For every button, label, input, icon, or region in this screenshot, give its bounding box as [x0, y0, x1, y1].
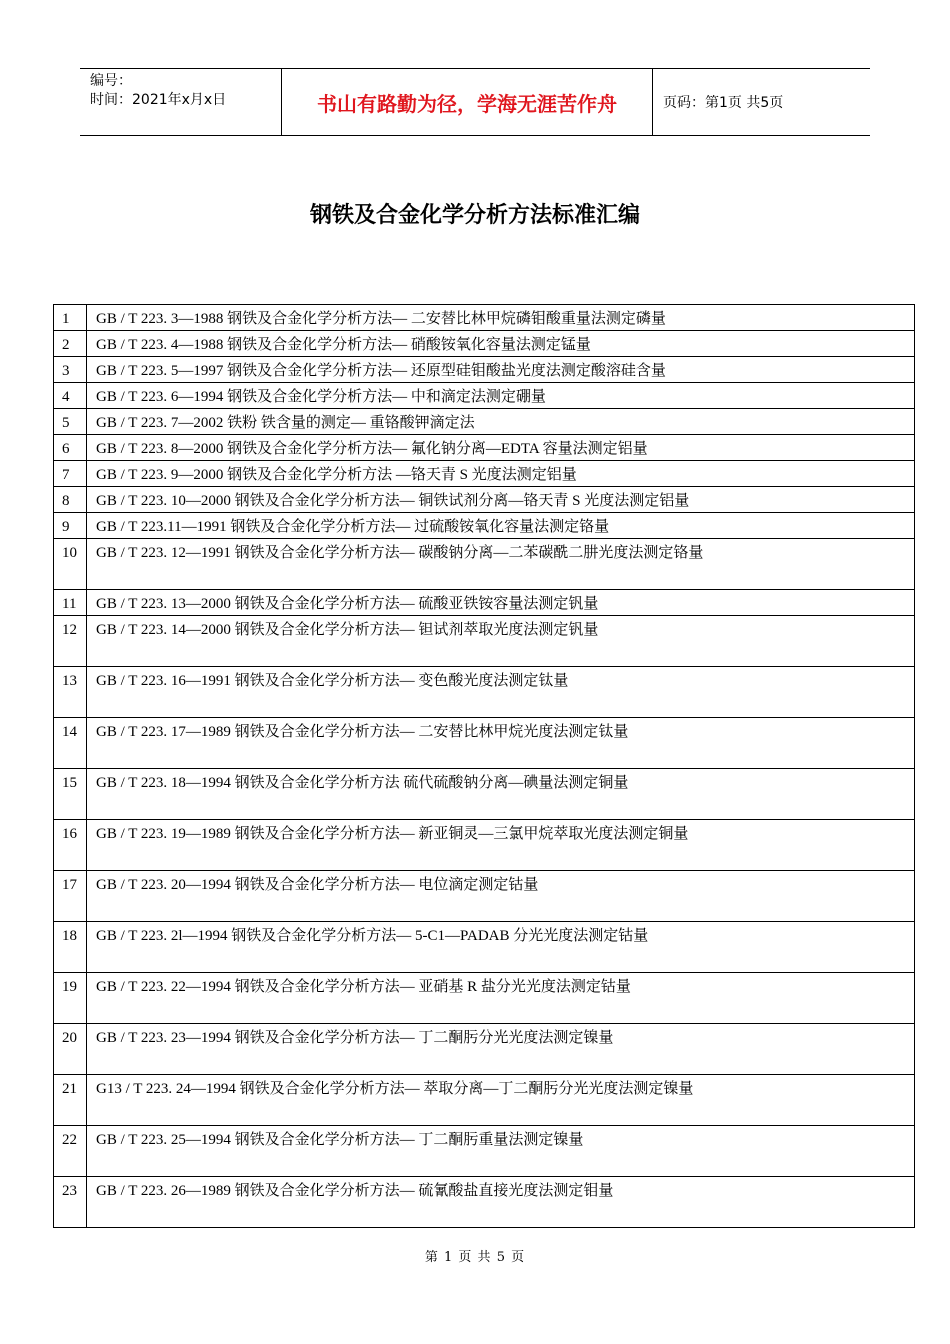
- row-number: 21: [54, 1075, 87, 1126]
- standard-entry: GB / T 223. 5—1997 钢铁及合金化学分析方法— 还原型硅钼酸盐光度法测定酸溶硅含量: [87, 357, 915, 383]
- row-number: 7: [54, 461, 87, 487]
- header-motto: 书山有路勤为径，学海无涯苦作舟: [281, 69, 653, 135]
- standard-entry: GB / T 223. 16—1991 钢铁及合金化学分析方法— 变色酸光度法测定钛量: [87, 667, 915, 718]
- standard-entry: GB / T 223. 23—1994 钢铁及合金化学分析方法— 丁二酮肟分光光度法测定镍量: [87, 1024, 915, 1075]
- table-row: [54, 435, 915, 461]
- standard-entry: GB / T 223. 4—1988 钢铁及合金化学分析方法— 硝酸铵氧化容量法测定锰量: [87, 331, 915, 357]
- standard-entry: GB / T 223. 20—1994 钢铁及合金化学分析方法— 电位滴定测定钴量: [87, 871, 915, 922]
- table-row: [54, 718, 915, 769]
- row-number: 2: [54, 331, 87, 357]
- document-title: 钢铁及合金化学分析方法标准汇编: [309, 203, 640, 228]
- table-row: [54, 1177, 915, 1228]
- standard-entry: GB / T 223. 8—2000 钢铁及合金化学分析方法— 氟化钠分离—EDTA 容量法测定铝量: [87, 435, 915, 461]
- row-number: 19: [54, 973, 87, 1024]
- standard-entry: GB / T 223. 26—1989 钢铁及合金化学分析方法— 硫氰酸盐直接光度法测定钼量: [87, 1177, 915, 1228]
- standard-entry: GB / T 223. 12—1991 钢铁及合金化学分析方法— 碳酸钠分离—二苯碳酰二肼光度法测定铬量: [87, 539, 915, 590]
- standard-entry: GB / T 223. 22—1994 钢铁及合金化学分析方法— 亚硝基 R 盐分光光度法测定钴量: [87, 973, 915, 1024]
- table-row: [54, 383, 915, 409]
- row-number: 11: [54, 590, 87, 616]
- table-row: [54, 616, 915, 667]
- row-number: 10: [54, 539, 87, 590]
- table-row: [54, 1024, 915, 1075]
- table-row: [54, 922, 915, 973]
- table-row: [54, 487, 915, 513]
- page-footer: 第 1 页 共 5 页: [424, 1250, 526, 1265]
- table-row: [54, 513, 915, 539]
- table-row: [54, 871, 915, 922]
- header-date: 时间：2021年x月x日: [90, 92, 227, 108]
- standard-entry: GB / T 223.11—1991 钢铁及合金化学分析方法— 过硫酸铵氧化容量法测定铬量: [87, 513, 915, 539]
- table-row: [54, 973, 915, 1024]
- table-row: [54, 820, 915, 871]
- standard-entry: GB / T 223. 25—1994 钢铁及合金化学分析方法— 丁二酮肟重量法测定镍量: [87, 1126, 915, 1177]
- standard-entry: GB / T 223. 7—2002 铁粉 铁含量的测定— 重铬酸钾滴定法: [87, 409, 915, 435]
- row-number: 4: [54, 383, 87, 409]
- row-number: 8: [54, 487, 87, 513]
- row-number: 16: [54, 820, 87, 871]
- standard-entry: GB / T 223. 2l—1994 钢铁及合金化学分析方法— 5-C1—PADAB 分光光度法测定钴量: [87, 922, 915, 973]
- standards-table: [53, 304, 915, 1228]
- table-row: [54, 305, 915, 331]
- header-serial-label: 编号：: [90, 73, 132, 89]
- header-meta: [80, 69, 281, 135]
- row-number: 1: [54, 305, 87, 331]
- row-number: 23: [54, 1177, 87, 1228]
- row-number: 12: [54, 616, 87, 667]
- row-number: 22: [54, 1126, 87, 1177]
- table-row: [54, 409, 915, 435]
- row-number: 6: [54, 435, 87, 461]
- standard-entry: GB / T 223. 14—2000 钢铁及合金化学分析方法— 钽试剂萃取光度法测定钒量: [87, 616, 915, 667]
- row-number: 17: [54, 871, 87, 922]
- table-row: [54, 769, 915, 820]
- standard-entry: GB / T 223. 10—2000 钢铁及合金化学分析方法— 铜铁试剂分离—铬天青 S 光度法测定铝量: [87, 487, 915, 513]
- table-row: [54, 461, 915, 487]
- row-number: 5: [54, 409, 87, 435]
- row-number: 14: [54, 718, 87, 769]
- table-row: [54, 1126, 915, 1177]
- table-row: [54, 331, 915, 357]
- row-number: 9: [54, 513, 87, 539]
- standard-entry: GB / T 223. 17—1989 钢铁及合金化学分析方法— 二安替比林甲烷光度法测定钛量: [87, 718, 915, 769]
- table-row: [54, 667, 915, 718]
- standards-table-body: [54, 305, 915, 1228]
- row-number: 18: [54, 922, 87, 973]
- row-number: 13: [54, 667, 87, 718]
- table-row: [54, 1075, 915, 1126]
- standard-entry: GB / T 223. 18—1994 钢铁及合金化学分析方法 硫代硫酸钠分离—碘量法测定铜量: [87, 769, 915, 820]
- table-row: [54, 590, 915, 616]
- table-row: [54, 539, 915, 590]
- row-number: 15: [54, 769, 87, 820]
- page-header: [80, 68, 870, 136]
- standard-entry: GB / T 223. 19—1989 钢铁及合金化学分析方法— 新亚铜灵—三氯甲烷萃取光度法测定铜量: [87, 820, 915, 871]
- standard-entry: GB / T 223. 9—2000 钢铁及合金化学分析方法 —铬天青 S 光度法测定铝量: [87, 461, 915, 487]
- row-number: 20: [54, 1024, 87, 1075]
- standard-entry: G13 / T 223. 24—1994 钢铁及合金化学分析方法— 萃取分离—丁二酮肟分光光度法测定镍量: [87, 1075, 915, 1126]
- standard-entry: GB / T 223. 13—2000 钢铁及合金化学分析方法— 硫酸亚铁铵容量法测定钒量: [87, 590, 915, 616]
- standard-entry: GB / T 223. 3—1988 钢铁及合金化学分析方法— 二安替比林甲烷磷钼酸重量法测定磷量: [87, 305, 915, 331]
- table-row: [54, 357, 915, 383]
- header-page-info: 页码：第1页 共5页: [663, 95, 784, 111]
- row-number: 3: [54, 357, 87, 383]
- standard-entry: GB / T 223. 6—1994 钢铁及合金化学分析方法— 中和滴定法测定硼量: [87, 383, 915, 409]
